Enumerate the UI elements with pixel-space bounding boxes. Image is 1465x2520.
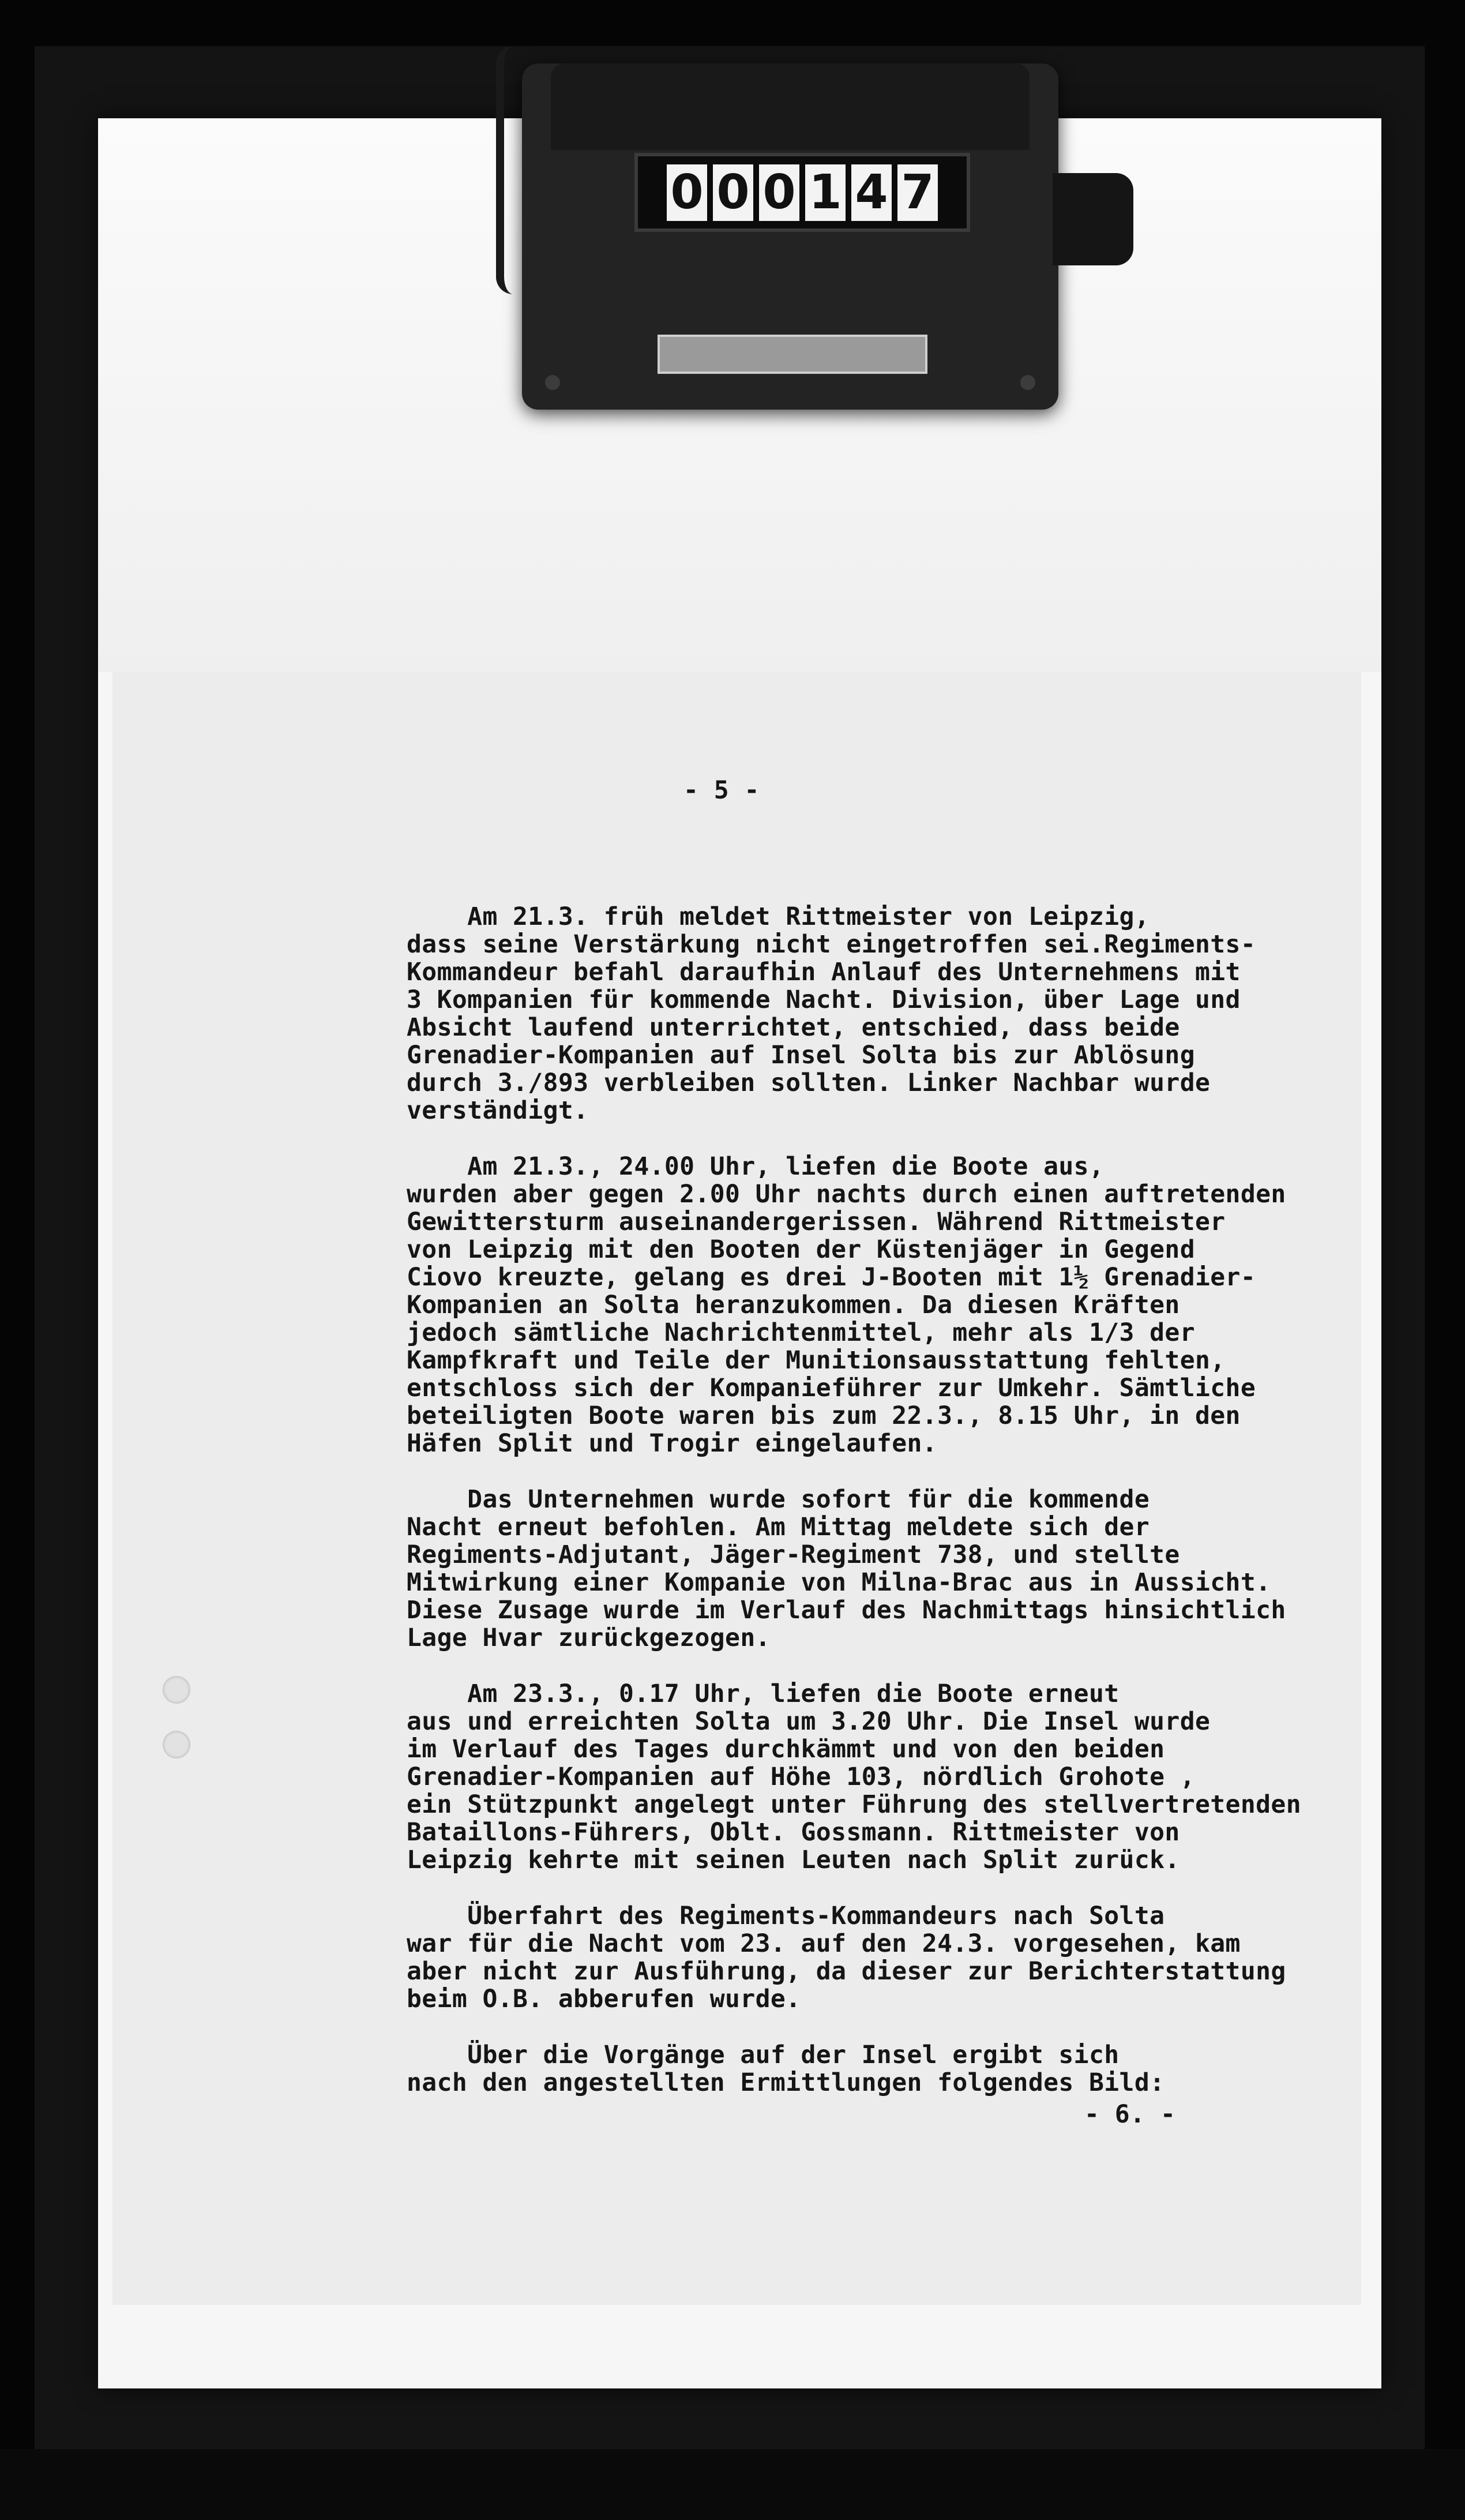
film-edge-left	[0, 0, 35, 2520]
text-line: entschloss sich der Kompanieführer zur Umkehr. Sämtliche	[407, 1374, 1256, 1402]
punch-hole	[163, 1676, 190, 1704]
counter-window	[634, 153, 970, 232]
text-line: verständigt.	[407, 1096, 589, 1125]
counter-digit: 7	[897, 164, 938, 221]
text-line: Diese Zusage wurde im Verlauf des Nachmittags hinsichtlich	[407, 1596, 1286, 1625]
text-line: beim O.B. abberufen wurde.	[407, 1985, 801, 2013]
paragraph	[407, 903, 1329, 1124]
text-line: Am 21.3., 24.00 Uhr, liefen die Boote aus,	[407, 1152, 1105, 1181]
next-page-indicator: - 6. -	[1084, 2100, 1176, 2129]
counter-digit: 1	[805, 164, 846, 221]
counter-nameplate	[658, 335, 927, 374]
film-edge-right	[1425, 0, 1465, 2520]
text-line: Leipzig kehrte mit seinen Leuten nach Split zurück.	[407, 1846, 1180, 1874]
text-line: Kompanien an Solta heranzukommen. Da diesen Kräften	[407, 1291, 1180, 1319]
text-line: Überfahrt des Regiments-Kommandeurs nach Solta	[407, 1902, 1165, 1930]
text-line: Ciovo kreuzte, gelang es drei J-Booten mit 1½ Grenadier-	[407, 1263, 1256, 1292]
text-line: Kommandeur befahl daraufhin Anlauf des Unternehmens mit	[407, 958, 1241, 987]
text-line: aber nicht zur Ausführung, da dieser zur Berichterstattung	[407, 1957, 1286, 1986]
text-line: Absicht laufend unterrichtet, entschied, dass beide	[407, 1013, 1180, 1042]
text-line: im Verlauf des Tages durchkämmt und von den beiden	[407, 1735, 1165, 1764]
text-line: jedoch sämtliche Nachrichtenmittel, mehr als 1/3 der	[407, 1318, 1195, 1347]
text-line: Häfen Split und Trogir eingelaufen.	[407, 1429, 938, 1458]
text-line: beteiligten Boote waren bis zum 22.3., 8.15 Uhr, in den	[407, 1401, 1241, 1430]
text-line: Am 21.3. früh meldet Rittmeister von Leipzig,	[407, 902, 1150, 931]
counter-screw	[545, 375, 560, 390]
text-line: Kampfkraft und Teile der Munitionsausstattung fehlten,	[407, 1346, 1226, 1375]
text-line: 3 Kompanien für kommende Nacht. Division, über Lage und	[407, 985, 1241, 1014]
counter-digit: 0	[759, 164, 799, 221]
text-line: Das Unternehmen wurde sofort für die kommende	[407, 1485, 1150, 1514]
text-line: aus und erreichten Solta um 3.20 Uhr. Die Insel wurde	[407, 1707, 1211, 1736]
document-body	[407, 903, 1329, 2125]
paragraph	[407, 1902, 1329, 2013]
counter-digit: 0	[713, 164, 753, 221]
paragraph	[407, 1486, 1329, 1652]
text-line: Grenadier-Kompanien auf Höhe 103, nördlich Grohote ,	[407, 1762, 1195, 1791]
frame-counter	[522, 63, 1058, 410]
film-edge-bottom	[0, 2449, 1465, 2520]
text-line: durch 3./893 verbleiben sollten. Linker Nachbar wurde	[407, 1068, 1211, 1097]
text-line: Mitwirkung einer Kompanie von Milna-Brac aus in Aussicht.	[407, 1568, 1271, 1597]
text-line: Regiments-Adjutant, Jäger-Regiment 738, und stellte	[407, 1540, 1180, 1569]
text-line: von Leipzig mit den Booten der Küstenjäger in Gegend	[407, 1235, 1195, 1264]
paragraph	[407, 1680, 1329, 1874]
text-line: dass seine Verstärkung nicht eingetroffen sei.Regiments-	[407, 930, 1256, 959]
counter-digit: 4	[851, 164, 892, 221]
text-line: Grenadier-Kompanien auf Insel Solta bis zur Ablösung	[407, 1041, 1195, 1070]
text-line: Nacht erneut befohlen. Am Mittag meldete sich der	[407, 1513, 1150, 1542]
paragraph	[407, 2041, 1329, 2097]
text-line: Am 23.3., 0.17 Uhr, liefen die Boote erneut	[407, 1679, 1120, 1708]
text-line: Gewittersturm auseinandergerissen. Während Rittmeister	[407, 1208, 1226, 1236]
counter-knob	[1053, 173, 1133, 265]
text-line: Bataillons-Führers, Oblt. Gossmann. Rittmeister von	[407, 1818, 1180, 1847]
text-line: nach den angestellten Ermittlungen folgendes Bild:	[407, 2068, 1165, 2097]
page-number-header: - 5 -	[683, 776, 760, 805]
counter-digit: 0	[667, 164, 707, 221]
punch-hole	[163, 1731, 190, 1758]
text-line: ein Stützpunkt angelegt unter Führung des stellvertretenden	[407, 1790, 1302, 1819]
counter-screw	[1020, 375, 1035, 390]
text-line: war für die Nacht vom 23. auf den 24.3. vorgesehen, kam	[407, 1929, 1241, 1958]
text-line: wurden aber gegen 2.00 Uhr nachts durch einen auftretenden	[407, 1180, 1286, 1209]
film-edge-top	[0, 0, 1465, 46]
paragraph	[407, 1153, 1329, 1457]
text-line: Über die Vorgänge auf der Insel ergibt sich	[407, 2041, 1120, 2069]
counter-top-housing	[551, 63, 1030, 150]
text-line: Lage Hvar zurückgezogen.	[407, 1623, 771, 1652]
